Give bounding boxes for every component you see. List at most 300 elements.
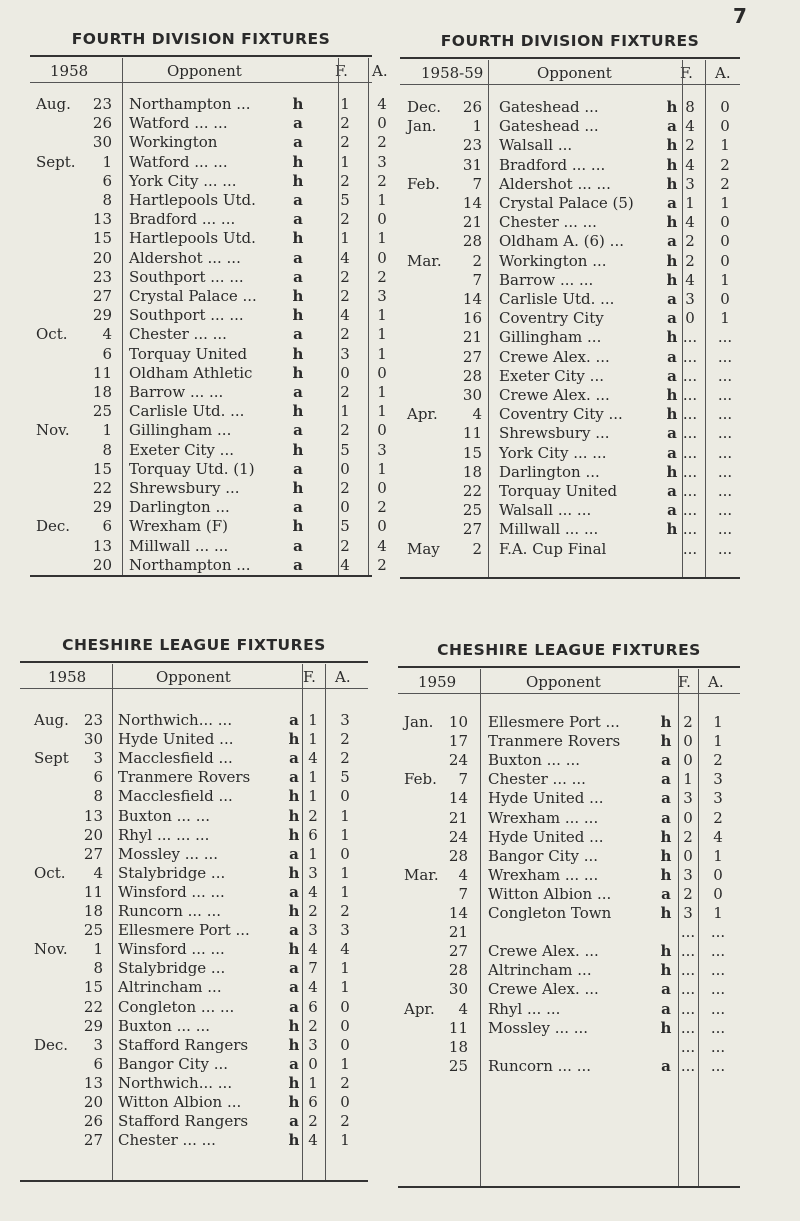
fixture-goals-for: ... (682, 328, 698, 347)
fixture-goals-for: 2 (340, 287, 350, 305)
fixture-day: 31 (462, 155, 482, 174)
fixture-goals-for: 3 (308, 921, 318, 940)
fixture-row (398, 885, 740, 904)
fixture-row (398, 809, 740, 828)
fixture-goals-against: 3 (713, 770, 723, 789)
fixture-goals-for: 3 (683, 904, 693, 922)
fixture-goals-for: 2 (308, 806, 318, 825)
fixture-venue: a (289, 749, 299, 768)
fixture-opponent: Crewe Alex. ... (499, 347, 610, 366)
fixture-row (30, 402, 387, 421)
fixture-goals-against: 2 (720, 155, 730, 174)
fixture-venue: a (667, 117, 677, 136)
bottom-rule (400, 577, 740, 579)
fixture-day: 2 (472, 251, 482, 270)
fixture-goals-for: 0 (683, 732, 693, 751)
fixture-opponent: Darlington ... (499, 462, 600, 481)
fixture-venue: a (667, 347, 677, 366)
fixture-month: Oct. (36, 325, 68, 344)
fixture-goals-against: ... (717, 405, 733, 424)
fixture-goals-against: 1 (377, 191, 387, 209)
fixture-opponent: Witton Albion ... (488, 884, 612, 903)
fixture-goals-against: 2 (340, 1073, 350, 1092)
fixture-goals-for: ... (680, 1037, 696, 1056)
fixture-goals-against: 0 (340, 1035, 350, 1054)
fixture-venue: a (667, 232, 677, 251)
fixture-opponent: Walsall ... ... (499, 501, 592, 520)
fixture-venue: h (660, 865, 672, 884)
fixture-day: 20 (92, 555, 112, 574)
fixture-venue: a (661, 1056, 671, 1075)
fixture-panel (20, 636, 368, 1186)
fixture-row (20, 959, 368, 978)
fixture-goals-for: ... (680, 923, 696, 942)
fixture-goals-for: 3 (683, 789, 693, 808)
fixture-opponent: Shrewsbury ... (129, 479, 240, 497)
fixture-venue: a (661, 808, 671, 827)
fixture-venue: a (661, 770, 671, 789)
fixture-goals-for: ... (680, 999, 696, 1018)
fixture-goals-against: 1 (713, 846, 723, 865)
header-for: F. (303, 668, 316, 686)
fixture-goals-against: ... (710, 1018, 726, 1037)
fixture-row (400, 482, 740, 501)
fixture-row (400, 328, 740, 347)
fixture-goals-for: 3 (340, 344, 350, 363)
fixture-row (400, 309, 740, 328)
fixture-day: 1 (102, 152, 112, 171)
fixture-venue: h (666, 155, 678, 174)
fixture-goals-against: 0 (377, 421, 387, 440)
fixture-venue: h (288, 1016, 300, 1035)
fixture-day: 11 (92, 363, 112, 382)
fixture-row (400, 290, 740, 309)
fixture-row (400, 444, 740, 463)
fixture-day: 21 (462, 328, 482, 347)
fixture-venue: h (666, 462, 678, 481)
fixture-goals-against: 1 (720, 309, 730, 328)
fixture-goals-for: ... (682, 347, 698, 366)
fixture-opponent: York City ... ... (499, 443, 607, 462)
fixture-venue: a (661, 884, 671, 903)
fixture-goals-against: 1 (377, 459, 387, 478)
fixture-row (20, 768, 368, 787)
fixture-goals-against: 3 (377, 440, 387, 459)
fixture-venue: h (292, 95, 304, 113)
fixture-goals-for: 2 (340, 267, 350, 286)
bottom-rule (30, 575, 372, 577)
fixture-goals-against: ... (717, 347, 733, 366)
header-bottom-rule (398, 693, 740, 694)
fixture-goals-for: 3 (685, 174, 695, 193)
fixture-goals-for: 0 (683, 846, 693, 865)
fixture-venue: a (667, 482, 677, 500)
fixture-venue: a (293, 459, 303, 478)
fixture-row (398, 961, 740, 980)
fixture-venue: a (293, 191, 303, 209)
fixture-venue: a (289, 1054, 299, 1073)
fixture-goals-for: 2 (683, 713, 693, 731)
fixture-goals-against: ... (717, 386, 733, 404)
fixture-opponent: Buxton ... ... (488, 751, 581, 770)
fixture-venue: a (293, 114, 303, 133)
fixture-venue: h (666, 405, 678, 424)
fixture-day: 27 (83, 1131, 103, 1150)
fixture-day: 27 (462, 347, 482, 366)
fixture-goals-for: 1 (340, 152, 350, 171)
fixture-goals-against: ... (710, 942, 726, 961)
fixture-goals-for: ... (680, 961, 696, 980)
fixture-panel (400, 32, 740, 583)
fixture-day: 29 (83, 1016, 103, 1035)
fixture-opponent: Wrexham ... ... (488, 865, 599, 884)
fixture-venue: h (288, 825, 300, 844)
fixture-venue: h (292, 306, 304, 325)
fixture-row (20, 749, 368, 768)
fixture-row (30, 498, 387, 517)
fixture-row (30, 363, 387, 383)
fixture-venue: a (289, 882, 299, 901)
fixture-opponent: Bradford ... ... (129, 210, 236, 229)
fixture-goals-for: ... (680, 942, 696, 961)
header-opponent: Opponent (156, 668, 231, 686)
fixture-day: 28 (448, 961, 468, 980)
fixture-venue: h (292, 479, 304, 497)
fixture-day: 1 (102, 421, 112, 440)
fixture-day: 16 (462, 309, 482, 328)
fixture-row (30, 210, 387, 229)
fixture-row (400, 98, 740, 117)
fixture-opponent: Bangor City ... (118, 1054, 229, 1073)
fixture-day: 6 (102, 344, 112, 363)
fixture-goals-for: 1 (685, 194, 695, 212)
fixture-goals-against: 0 (713, 865, 723, 884)
fixture-venue: a (289, 844, 299, 863)
fixture-row (30, 383, 387, 402)
fixture-row (398, 1057, 740, 1076)
header-date: 1958 (48, 668, 87, 686)
fixture-opponent: Crewe Alex. ... (499, 386, 610, 404)
fixture-row (20, 787, 368, 806)
fixture-opponent: Congleton Town (488, 904, 612, 922)
fixture-goals-for: 2 (340, 479, 350, 497)
fixture-goals-against: 2 (713, 751, 723, 770)
fixture-venue: h (292, 363, 304, 382)
fixture-opponent: Ellesmere Port ... (118, 921, 250, 940)
fixture-day: 15 (92, 229, 112, 248)
fixture-venue: h (666, 520, 678, 539)
fixture-day: 21 (448, 808, 468, 827)
fixture-venue: h (288, 863, 300, 882)
panel-title: FOURTH DIVISION FIXTURES (440, 32, 700, 50)
fixture-goals-for: 2 (340, 133, 350, 152)
fixture-venue: h (660, 846, 672, 865)
fixture-day: 30 (92, 133, 112, 152)
fixture-venue: h (288, 1093, 300, 1111)
fixture-row (400, 367, 740, 386)
fixture-opponent: Macclesfield ... (118, 787, 233, 806)
fixture-goals-against: 4 (377, 536, 387, 555)
fixture-goals-against: 2 (377, 171, 387, 190)
fixture-day: 8 (93, 959, 103, 978)
header-top-rule (30, 55, 372, 57)
fixture-venue: a (661, 999, 671, 1018)
fixture-venue: a (293, 383, 303, 401)
fixture-row (30, 536, 387, 556)
fixture-day: 26 (83, 1112, 103, 1131)
fixture-venue: a (289, 978, 299, 997)
fixture-goals-against: 1 (340, 882, 350, 901)
fixture-opponent: Workington ... (499, 251, 607, 270)
fixture-opponent: Runcorn ... ... (118, 902, 222, 920)
fixture-venue: h (666, 386, 678, 404)
fixture-goals-for: 2 (308, 902, 318, 920)
fixture-opponent: Oldham A. (6) ... (499, 232, 624, 251)
fixture-venue: a (667, 366, 677, 385)
fixture-venue: h (288, 730, 300, 749)
fixture-goals-for: 4 (685, 155, 695, 174)
fixture-row (398, 770, 740, 789)
fixture-month: Apr. (404, 999, 435, 1018)
fixture-goals-for: 3 (685, 290, 695, 308)
panel-title: FOURTH DIVISION FIXTURES (71, 30, 331, 48)
fixture-venue: a (293, 536, 303, 555)
fixture-row (20, 1112, 368, 1131)
fixture-row (30, 325, 387, 344)
fixture-row (20, 883, 368, 902)
fixture-opponent: Millwall ... ... (499, 520, 599, 539)
fixture-day: 6 (102, 517, 112, 536)
fixture-opponent: Winsford ... ... (118, 882, 225, 901)
fixture-venue: h (288, 806, 300, 825)
fixture-opponent: Chester ... ... (129, 325, 227, 344)
fixture-day: 20 (83, 1093, 103, 1111)
fixture-day: 22 (462, 482, 482, 500)
fixture-goals-for: 6 (308, 825, 318, 844)
fixture-goals-against: 1 (377, 383, 387, 401)
fixture-row (30, 344, 387, 364)
fixture-opponent: Chester ... ... (488, 770, 586, 789)
fixture-opponent: F.A. Cup Final (499, 539, 607, 558)
fixture-goals-for: ... (682, 482, 698, 500)
fixture-row (20, 864, 368, 883)
fixture-goals-for: 2 (340, 421, 350, 440)
fixture-goals-for: 1 (340, 402, 350, 421)
fixture-day: 8 (102, 440, 112, 459)
fixture-venue: a (661, 751, 671, 770)
fixture-opponent: Workington (129, 133, 218, 152)
header-bottom-rule (30, 82, 372, 83)
fixture-goals-against: 2 (340, 902, 350, 920)
fixture-row (30, 229, 387, 248)
fixture-month: May (407, 539, 440, 558)
fixture-row (30, 421, 387, 440)
fixture-goals-against: 1 (377, 229, 387, 248)
fixture-venue: a (667, 194, 677, 212)
fixture-goals-for: 5 (340, 517, 350, 536)
fixture-goals-against: 3 (340, 711, 350, 729)
fixture-row (400, 175, 740, 194)
fixture-opponent: Macclesfield ... (118, 749, 233, 768)
fixture-day: 13 (83, 806, 103, 825)
fixture-goals-against: 0 (340, 787, 350, 806)
fixture-day: 11 (448, 1018, 468, 1037)
fixture-row (398, 923, 740, 942)
fixture-row (30, 459, 387, 479)
fixture-venue: h (666, 251, 678, 270)
fixture-opponent: Rhyl ... ... ... (118, 825, 210, 844)
fixture-opponent: Shrewsbury ... (499, 424, 610, 443)
fixture-goals-for: ... (682, 462, 698, 481)
fixture-row (20, 1036, 368, 1055)
fixture-goals-against: 0 (377, 248, 387, 267)
fixture-goals-for: 2 (340, 210, 350, 229)
fixture-month: Dec. (36, 517, 71, 536)
fixture-opponent: Crystal Palace (5) (499, 194, 634, 212)
fixture-goals-against: 0 (720, 290, 730, 308)
fixture-venue: a (661, 980, 671, 999)
fixture-goals-for: ... (680, 980, 696, 999)
fixture-opponent: Southport ... ... (129, 267, 244, 286)
fixture-row (398, 904, 740, 923)
fixture-opponent: Hyde United ... (488, 827, 604, 846)
fixture-opponent: Congleton ... ... (118, 997, 235, 1016)
fixture-venue: a (661, 789, 671, 808)
fixture-row (30, 114, 387, 133)
fixture-opponent: Exeter City ... (129, 440, 234, 459)
fixture-day: 4 (93, 863, 103, 882)
header-date: 1959 (418, 673, 457, 691)
fixture-row (398, 942, 740, 961)
fixture-day: 23 (462, 136, 482, 155)
fixture-day: 17 (448, 732, 468, 751)
panel-title: CHESHIRE LEAGUE FIXTURES (62, 636, 326, 654)
header-date: 1958-59 (421, 64, 484, 82)
fixture-goals-for: 4 (308, 882, 318, 901)
fixture-goals-against: 1 (377, 402, 387, 421)
header-opponent: Opponent (167, 62, 242, 80)
fixture-opponent: Barrow ... ... (499, 270, 594, 289)
fixture-goals-against: 1 (340, 959, 350, 978)
fixture-goals-against: ... (717, 424, 733, 443)
fixture-day: 27 (448, 942, 468, 961)
fixture-opponent: Bangor City ... (488, 846, 599, 865)
fixture-row (20, 978, 368, 997)
fixture-month: Nov. (36, 421, 70, 440)
header-against: A. (708, 673, 724, 691)
fixture-goals-for: 0 (340, 459, 350, 478)
fixture-row (20, 1017, 368, 1036)
fixture-row (20, 998, 368, 1017)
fixture-venue: a (293, 498, 303, 517)
fixture-day: 3 (93, 1035, 103, 1054)
fixture-venue: h (292, 344, 304, 363)
fixture-goals-against: ... (710, 1037, 726, 1056)
fixture-day: 27 (92, 287, 112, 305)
fixture-opponent: Chester ... ... (499, 213, 597, 232)
fixture-day: 18 (448, 1037, 468, 1056)
fixture-day: 8 (102, 191, 112, 209)
fixture-goals-against: 2 (377, 267, 387, 286)
fixture-goals-against: 0 (340, 1093, 350, 1111)
fixture-goals-for: 4 (308, 940, 318, 959)
fixture-opponent: Stalybridge ... (118, 863, 226, 882)
fixture-goals-for: 0 (685, 309, 695, 328)
fixture-venue: h (292, 152, 304, 171)
fixture-month: Mar. (407, 251, 442, 270)
fixture-goals-for: 5 (340, 191, 350, 209)
fixture-month: Feb. (407, 174, 440, 193)
fixture-venue: a (293, 248, 303, 267)
fixture-day: 2 (472, 539, 482, 558)
fixture-goals-for: 0 (340, 498, 350, 517)
fixture-day: 4 (472, 405, 482, 424)
fixture-day: 6 (102, 171, 112, 190)
fixture-venue: a (293, 555, 303, 574)
fixture-goals-for: 3 (308, 1035, 318, 1054)
fixture-goals-for: 4 (308, 749, 318, 768)
fixture-goals-against: 1 (720, 136, 730, 155)
fixture-goals-against: 1 (720, 270, 730, 289)
fixture-opponent: Altrincham ... (488, 961, 592, 980)
fixture-goals-for: ... (682, 405, 698, 424)
fixture-goals-against: 2 (377, 133, 387, 152)
fixture-opponent: Coventry City ... (499, 405, 623, 424)
fixture-row (30, 440, 387, 460)
fixture-day: 30 (83, 730, 103, 749)
fixture-day: 21 (448, 923, 468, 942)
fixture-goals-against: 1 (340, 1054, 350, 1073)
fixture-row (30, 191, 387, 210)
fixture-day: 26 (92, 114, 112, 133)
fixture-opponent: Coventry City (499, 309, 604, 328)
fixture-venue: h (660, 904, 672, 922)
fixture-panel (398, 641, 740, 1192)
fixture-day: 10 (448, 713, 468, 731)
fixture-venue: h (660, 713, 672, 731)
fixture-day: 15 (83, 978, 103, 997)
fixture-goals-for: 0 (683, 751, 693, 770)
fixture-opponent: Stafford Rangers (118, 1035, 249, 1054)
fixture-goals-for: 2 (685, 136, 695, 155)
fixture-goals-against: 0 (340, 844, 350, 863)
fixture-row (30, 555, 387, 575)
fixture-venue: h (292, 402, 304, 421)
fixture-day: 7 (458, 770, 468, 789)
fixture-goals-against: 2 (713, 808, 723, 827)
fixture-month: Apr. (407, 405, 438, 424)
fixture-venue: h (666, 174, 678, 193)
fixture-day: 18 (462, 462, 482, 481)
fixture-goals-against: ... (717, 482, 733, 500)
fixture-opponent: Ellesmere Port ... (488, 713, 620, 731)
fixture-day: 14 (462, 290, 482, 308)
fixture-day: 20 (92, 248, 112, 267)
header-against: A. (335, 668, 351, 686)
fixture-day: 30 (462, 386, 482, 404)
fixture-row (30, 517, 387, 536)
fixture-opponent: York City ... ... (129, 171, 237, 190)
fixture-opponent: Tranmere Rovers (118, 768, 251, 787)
fixture-opponent: Buxton ... ... (118, 806, 211, 825)
fixture-venue: a (289, 921, 299, 940)
fixture-goals-for: ... (680, 1056, 696, 1075)
fixture-goals-for: 1 (308, 768, 318, 787)
fixture-month: Nov. (34, 940, 68, 959)
fixture-row (30, 248, 387, 268)
fixture-opponent: Carlisle Utd. ... (499, 290, 615, 308)
fixture-goals-against: 0 (720, 213, 730, 232)
